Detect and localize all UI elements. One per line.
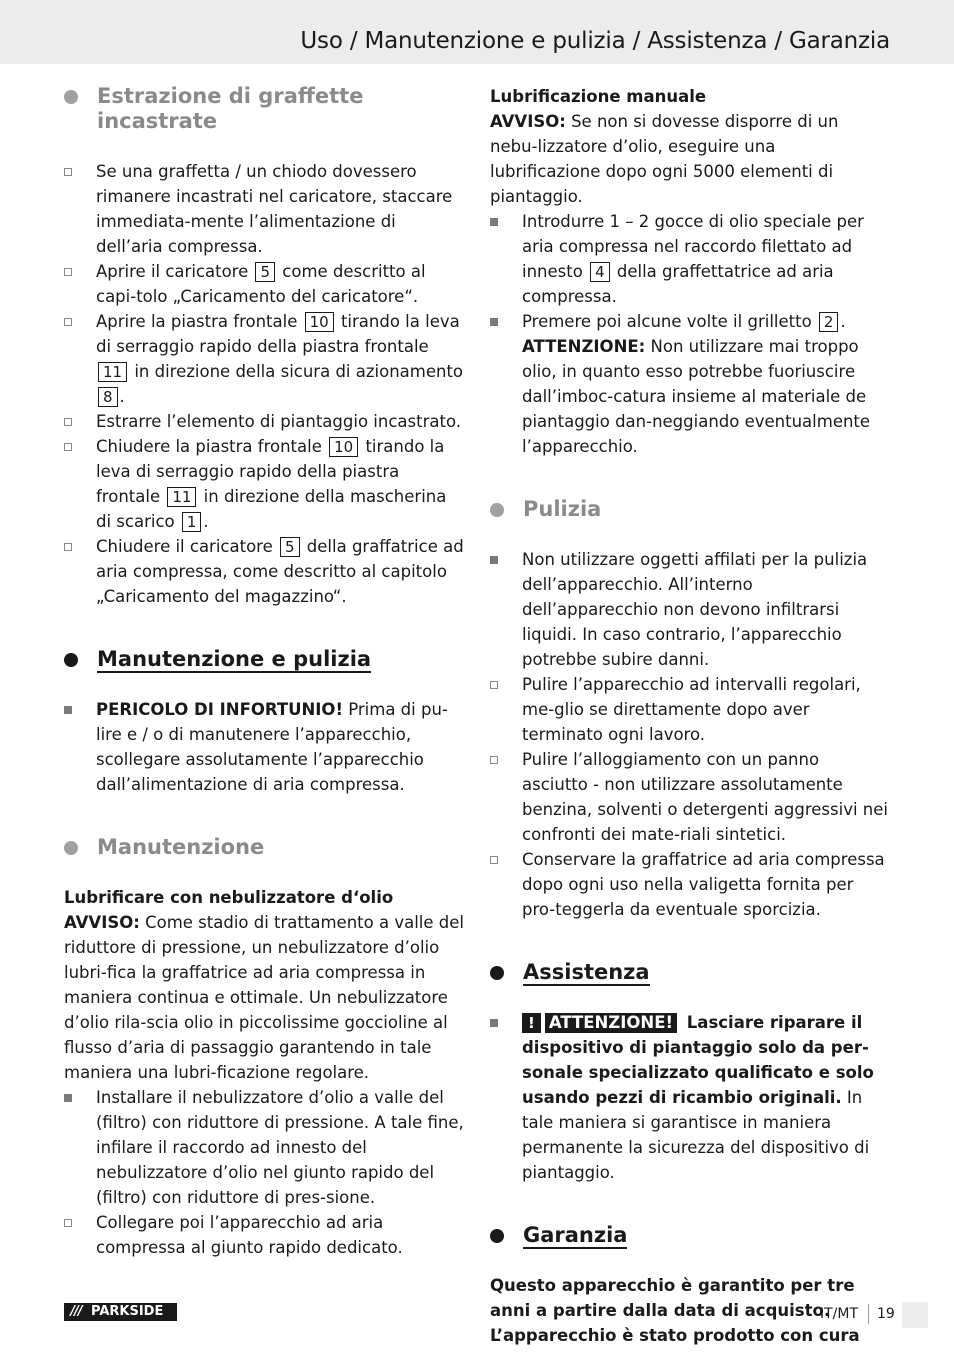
hollow-square-icon (64, 318, 72, 326)
hollow-square-icon (64, 168, 72, 176)
filled-square-icon (64, 706, 72, 714)
list-item: Estrarre l’elemento di piantaggio incastrato. (64, 409, 464, 434)
list-item: Introdurre 1 – 2 gocce di olio speciale per aria compressa nel raccordo filettato ad innesto 4 della graffettatrice ad aria compressa. (490, 209, 890, 309)
hollow-square-icon (490, 856, 498, 864)
language-code: IT/MT (820, 1306, 859, 1322)
part-number-label: 11 (98, 362, 127, 382)
filled-square-icon (490, 218, 498, 226)
list-item: Se una graffetta / un chiodo dovessero rimanere incastrati nel caricatore, staccare immediata-mente l’alimentazione di dell’aria compressa. (64, 159, 464, 259)
lubrificazione-list (490, 209, 890, 459)
hollow-square-icon (64, 543, 72, 551)
part-number-label: 1 (182, 512, 202, 532)
assistenza-list (490, 1010, 890, 1185)
part-number-label: 4 (590, 262, 610, 282)
filled-square-icon (490, 1019, 498, 1027)
section-title-garanzia: Garanzia (490, 1223, 890, 1248)
footer-divider (868, 1304, 869, 1324)
list-item: Conservare la graffatrice ad aria compressa dopo ogni uso nella valigetta fornita per pro-teggerla da eventuale sporcizia. (490, 847, 890, 922)
bullet-dot-icon (490, 966, 504, 980)
bullet-dot-icon (490, 503, 504, 517)
part-number-label: 5 (280, 537, 300, 557)
hollow-square-icon (64, 443, 72, 451)
notice-paragraph: AVVISO: Se non si dovesse disporre di un nebu-lizzatore d’olio, eseguire una lubrificazione dopo ogni 5000 elementi di piantaggio. (490, 112, 839, 206)
part-number-label: 5 (255, 262, 275, 282)
part-number-label: 2 (819, 312, 839, 332)
list-item: Collegare poi l’apparecchio ad aria compressa al giunto rapido dedicato. (64, 1210, 464, 1260)
page-number: 19 (877, 1306, 895, 1322)
bullet-dot-icon (64, 90, 78, 104)
subheading: Lubrificazione manuale (490, 87, 707, 106)
list-item: Non utilizzare oggetti affilati per la pulizia dell’apparecchio. All’interno dell’apparecchio non devono infiltrarsi liquidi. In caso contrario, l’apparecchio potrebbe subire danni. (490, 547, 890, 672)
bullet-dot-icon (490, 1229, 504, 1243)
right-column (490, 84, 890, 1348)
list-item: Aprire la piastra frontale 10 tirando la leva di serraggio rapido della piastra frontale 11 in direzione della sicura di azionamento 8 . (64, 309, 464, 409)
warning-label: ATTENZIONE: (522, 337, 646, 356)
part-number-label: 10 (329, 437, 358, 457)
filled-square-icon (490, 556, 498, 564)
filled-square-icon (490, 318, 498, 326)
bullet-dot-icon (64, 841, 78, 855)
list-item: Pulire l’apparecchio ad intervalli regolari, me-glio se direttamente dopo aver terminato ogni lavoro. (490, 672, 890, 747)
parkside-logo: /// PARKSIDE (64, 1303, 177, 1321)
hollow-square-icon (64, 1219, 72, 1227)
part-number-label: 8 (98, 387, 118, 407)
page-header-title: Uso / Manutenzione e pulizia / Assistenza / Garanzia (300, 28, 890, 54)
danger-list (64, 697, 464, 797)
section-title-manutenzione-pulizia: Manutenzione e pulizia (64, 647, 464, 672)
bullet-dot-icon (64, 653, 78, 667)
hollow-square-icon (490, 681, 498, 689)
hollow-square-icon (490, 756, 498, 764)
pulizia-list (490, 547, 890, 922)
warning-triangle-icon: ! (522, 1013, 541, 1033)
list-item: Installare il nebulizzatore d’olio a valle del (filtro) con riduttore di pressione. A tale fine, infilare il raccordo ad innesto del nebulizzatore d’olio nel giunto rapido del (filtro) con riduttore di pres-sione. (64, 1085, 464, 1210)
danger-label: PERICOLO DI INFORTUNIO! (96, 700, 343, 719)
filled-square-icon (64, 1094, 72, 1102)
section-title-estrazione: Estrazione di graffette incastrate (64, 84, 464, 134)
warning-badge: ATTENZIONE! (545, 1013, 677, 1033)
part-number-label: 11 (167, 487, 196, 507)
hollow-square-icon (64, 268, 72, 276)
nebulizzatore-list (64, 1085, 464, 1260)
subheading: Lubrificare con nebulizzatore d‘olio (64, 888, 394, 907)
list-item: Pulire l’alloggiamento con un panno asciutto - non utilizzare assolutamente benzina, solventi o detergenti aggressivi nei confronti dei mate-riali sintetici. (490, 747, 890, 847)
notice-paragraph: AVVISO: Come stadio di trattamento a valle del riduttore di pressione, un nebulizzatore d’olio lubri-fica la graffatrice ad aria compressa in maniera continua e ottimale. Un nebulizzatore d’olio rila-scia olio in piccolissime goccioline al flusso d’aria di passaggio garantendo in tale maniera una lubri-ficazione regolare. (64, 913, 464, 1082)
section-title-pulizia: Pulizia (490, 497, 890, 522)
left-column (64, 84, 464, 1260)
section-title-assistenza: Assistenza (490, 960, 890, 985)
list-item: Chiudere la piastra frontale 10 tirando la leva di serraggio rapido della piastra frontale 11 in direzione della mascherina di scarico 1 . (64, 434, 464, 534)
section-title-manutenzione: Manutenzione (64, 835, 464, 860)
garanzia-paragraph: Questo apparecchio è garantito per tre anni a partire dalla data di acquisto. L’apparecchio è stato prodotto con cura (490, 1276, 860, 1345)
footer-tab-box (902, 1302, 928, 1328)
hollow-square-icon (64, 418, 72, 426)
part-number-label: 10 (305, 312, 334, 332)
list-item: Chiudere il caricatore 5 della graffatrice ad aria compressa, come descritto al capitolo „Caricamento del magazzino“. (64, 534, 464, 609)
estrazione-list (64, 159, 464, 609)
list-item: ! ATTENZIONE! Lasciare riparare il dispositivo di piantaggio solo da per-sonale specializzato qualificato e solo usando pezzi di ricambio originali. In tale maniera si garantisce in maniera permanente la sicurezza del dispositivo di piantaggio. (490, 1010, 890, 1185)
list-item: Aprire il caricatore 5 come descritto al capi-tolo „Caricamento del caricatore“. (64, 259, 464, 309)
list-item: PERICOLO DI INFORTUNIO! Prima di pu-lire e / o di manutenere l’apparecchio, scollegare assolutamente l’apparecchio dall’alimentazione di aria compressa. (64, 697, 464, 797)
list-item: Premere poi alcune volte il grilletto 2 . ATTENZIONE: Non utilizzare mai troppo olio, in quanto esso potrebbe fuoriuscire dall’imboc-catura insieme al materiale de piantaggio dan-neggiando eventualmente l’apparecchio. (490, 309, 890, 459)
